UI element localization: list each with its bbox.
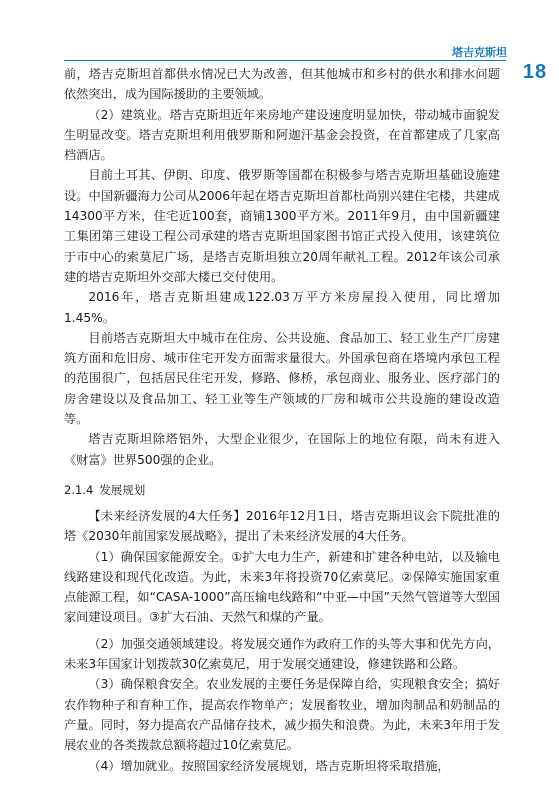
paragraph: 目前塔吉克斯坦大中城市在住房、公共设施、食品加工、轻工业生产厂房建筑方面和危旧房、城市住宅开发方面需求量很大。外国承包商在塔境内承包工程的范围很广，包括居民住宅开发，修路、修桥，承包商业、服务业、医疗部门的房舍建设以及食品加工、轻工业等生产领域的厂房和城市公共设施的建设改造等。 <box>64 330 500 427</box>
header-rule <box>64 60 506 61</box>
paragraph: 前，塔吉克斯坦首都供水情况已大为改善，但其他城市和乡村的供水和排水问题依然突出，成为国际援助的主要领域。 <box>64 67 500 102</box>
paragraph: （2）加强交通领域建设。将发展交通作为政府工作的头等大事和优先方向，未来3年国家计划拨款30亿索莫尼，用于发展交通建设，修建铁路和公路。 <box>64 636 500 672</box>
header-title: 塔吉克斯坦 <box>452 46 507 59</box>
page-body <box>64 64 500 776</box>
page-number: 18 <box>522 60 548 83</box>
paragraph: 【未来经济发展的4大任务】2016年12月1日，塔吉克斯坦议会下院批准的塔《2030年前国家发展战略》，提出了未来经济发展的4大任务。 <box>64 508 500 544</box>
paragraph: 目前土耳其、伊朗、印度、俄罗斯等国都在积极参与塔吉克斯坦基础设施建设。中国新疆海力公司从2006年起在塔吉克斯坦首都杜尚别兴建住宅楼，共建成14300平方米，住宅近100套，商铺1300平方米。2011年9月，由中国新疆建工集团第三建设工程公司承建的塔吉克斯坦国家图书馆正式投入使用，该建筑位于市中心的索莫尼广场，是塔吉克斯坦独立20周年献礼工程。2012年该公司承建的塔吉克斯坦外交部大楼已交付使用。 <box>64 168 500 284</box>
paragraph: （3）确保粮食安全。农业发展的主要任务是保障自给，实现粮食安全；搞好农作物种子和育种工作，提高农作物单产；发展畜牧业，增加肉制品和奶制品的产量。同时，努力提高农产品储存技术，减少损失和浪费。为此，未来3年用于发展农业的各类拨款总额将超过10亿索莫尼。 <box>64 677 500 753</box>
paragraph: （4）增加就业。按照国家经济发展规划，塔吉克斯坦将采取措施， <box>88 758 450 773</box>
paragraph: （1）确保国家能源安全。①扩大电力生产，新建和扩建各种电站，以及输电线路建设和现代化改造。为此，未来3年将投资70亿索莫尼。②保障实施国家重点能源工程，如“CASA-1000”高压输电线路和“中亚—中国”天然气管道等大型国家间建设项目。③扩大石油、天然气和煤的产量。 <box>64 549 500 625</box>
section-heading <box>64 482 500 498</box>
paragraph: 塔吉克斯坦除塔铝外，大型企业很少，在国际上的地位有限，尚未有进入《财富》世界500强的企业。 <box>64 432 500 467</box>
page-number-tab <box>511 52 559 92</box>
section-number: 2.1.4 <box>64 482 94 497</box>
paragraph: 2016年，塔吉克斯坦建成122.03万平方米房屋投入使用，同比增加1.45%。 <box>64 290 500 325</box>
section-title: 发展规划 <box>99 482 146 497</box>
paragraph: （2）建筑业。塔吉克斯坦近年来房地产建设速度明显加快，带动城市面貌发生明显改变。塔吉克斯坦利用俄罗斯和阿迦汗基金会投资，在首都建成了几家高档酒店。 <box>64 107 500 163</box>
